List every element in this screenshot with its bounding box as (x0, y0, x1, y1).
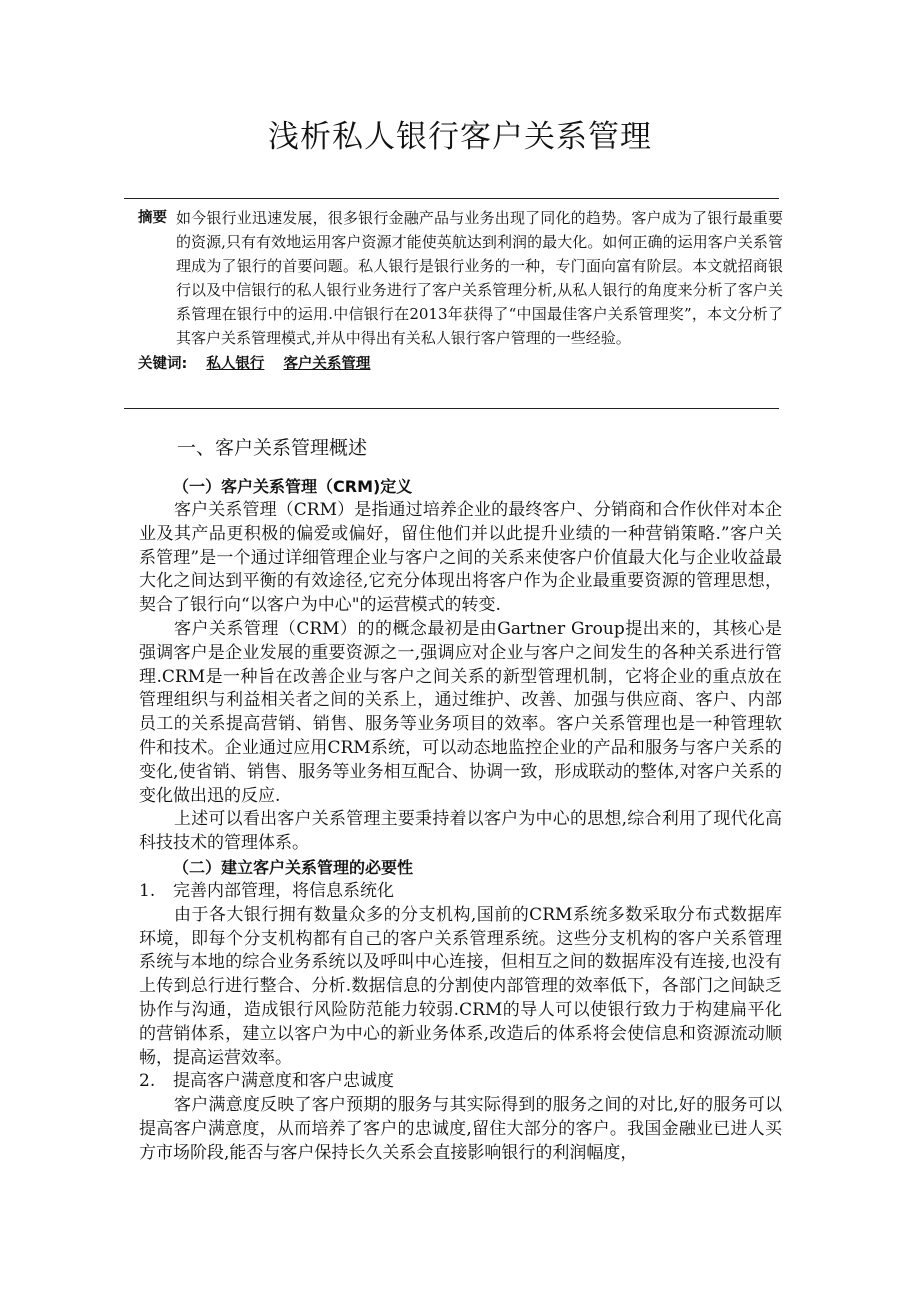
paragraph: 由于各大银行拥有数量众多的分支机构,国前的CRM系统多数采取分布式数据库环境，即每个分支机构都有自己的客户关系管理系统。这些分支机构的客户关系管理系统与本地的综合业务系统以及呼叫中心连接，但相互之间的数据库没有连接,也没有上传到总行进行整合、分析.数据信息的分割使内部管理的效率低下，各部门之间缺乏协作与沟通，造成银行风险防范能力较弱.CRM的导人可以使银行致力于构建扁平化的营销体系，建立以客户为中心的新业务体系,改造后的体系将会使信息和资源流动顺畅，提高运营效率。 (139, 904, 782, 1068)
paragraph: 客户关系管理（CRM）的的概念最初是由Gartner Group提出来的，其核心是强调客户是企业发展的重要资源之一,强调应对企业与客户之间发生的各种关系进行管理.CRM是一种旨在改善企业与客户之间关系的新型管理机制，它将企业的重点放在管理组织与利益相关者之间的关系上，通过维护、改善、加强与供应商、客户、内部员工的关系提高营销、销售、服务等业务项目的效率。客户关系管理也是一种管理软件和技术。企业通过应用CRM系统，可以动态地监控企业的产品和服务与客户关系的变化,使省销、销售、服务等业务相互配合、协调一致，形成联动的整体,对客户关系的变化做出迅的反应. (139, 618, 782, 806)
subsection-heading: （一）客户关系管理（CRM)定义 (173, 477, 413, 496)
keyword-item: 客户关系管理 (283, 356, 371, 372)
paragraph: 客户满意度反映了客户预期的服务与其实际得到的服务之间的对比,好的服务可以提高客户满意度，从而培养了客户的忠诚度,留住大部分的客户。我国金融业已进人买方市场阶段,能否与客户保持长久关系会直接影响银行的利润幅度， (139, 1095, 782, 1163)
paragraph: 上述可以看出客户关系管理主要秉持着以客户为中心的思想,综合利用了现代化高科技技术的管理体系。 (139, 809, 782, 854)
abstract-text: 如今银行业迅速发展，很多银行金融产品与业务出现了同化的趋势。客户成为了银行最重要的资源,只有有效地运用客户资源才能使英航达到利润的最大化。如何正确的运用客户关系管理成为了银行的首要问题。私人银行是银行业务的一种，专门面向富有阶层。本文就招商银行以及中信银行的私人银行业务进行了客户关系管理分析,从私人银行的角度来分析了客户关系管理在银行中的运用.中信银行在2013年获得了“中国最佳客户关系管理奖”，本文分析了其客户关系管理模式,并从中得出有关私人银行客户管理的一些经验。 (176, 209, 783, 347)
keyword-item: 私人银行 (206, 356, 265, 372)
numbered-item (139, 880, 782, 904)
keywords-row (138, 352, 783, 376)
paper-title: 浅析私人银行客户关系管理 (268, 119, 652, 155)
top-divider (124, 198, 779, 199)
abstract-row (138, 206, 783, 350)
paragraph: 客户关系管理（CRM）是指通过培养企业的最终客户、分销商和合作伙伴对本企业及其产品更积极的偏爱或偏好，留住他们并以此提升业绩的一种营销策略.”客户关系管理”是一个通过详细管理企业与客户之间的关系来使客户价值最大化与企业收益最大化之间达到平衡的有效途径,它充分体现出将客户作为企业最重要资源的管理思想，契合了银行向“以客户为中心"的运营模式的转变. (139, 500, 782, 616)
item-title: 完善内部管理，将信息系统化 (173, 880, 394, 901)
section-heading: 一、客户关系管理概述 (177, 437, 368, 459)
item-title: 提高客户满意度和客户忠诚度 (173, 1071, 394, 1092)
subsection-heading: （二）建立客户关系管理的必要性 (173, 857, 414, 877)
abstract-block (138, 206, 783, 376)
bottom-divider (124, 408, 779, 409)
item-number: 2. (139, 1071, 156, 1092)
item-number: 1. (139, 880, 156, 901)
numbered-item (139, 1070, 782, 1094)
body-text (139, 433, 782, 1166)
abstract-label: 摘要 (138, 210, 167, 226)
keywords-label: 关键词: (138, 356, 188, 372)
